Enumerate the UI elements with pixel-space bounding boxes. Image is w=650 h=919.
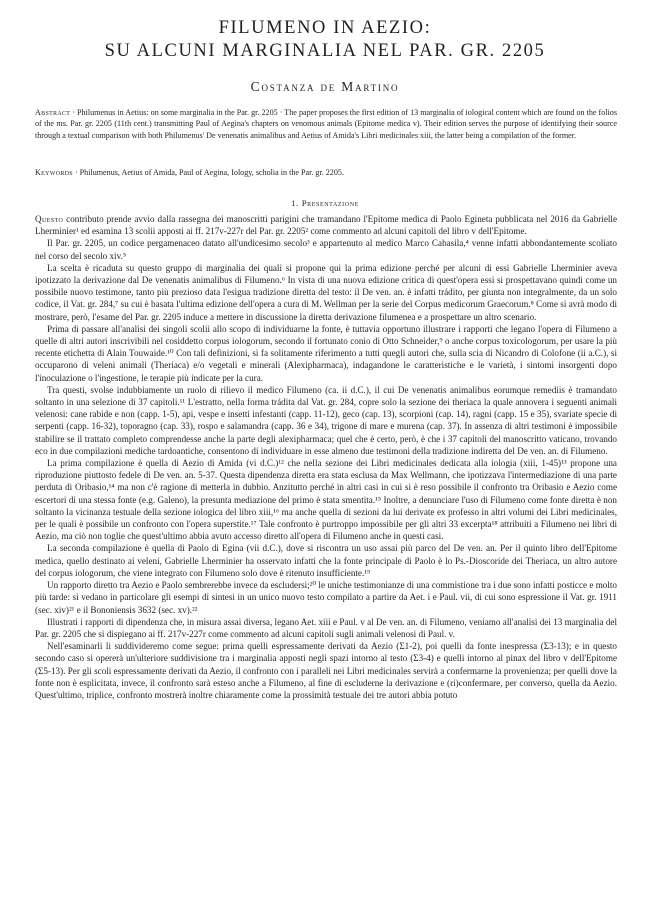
paragraph-lead-word: Questo (35, 214, 64, 224)
paragraph: La prima compilazione è quella di Aezio di Amida (vi d.C.)¹² che nella sezione dei Libri medicinales dedicata alla iologia (xiii, 1-45)¹³ propone una riproduzione piuttosto fedele di De ven. an. 5-37. Questa dipendenza diretta era stata esclusa da Max Wellmann, che ipotizzava l'intermediazione di una parte perduta di Oribasio,¹⁴ ma non c'è ragione di metterla in dubbio. Anzitutto perché in altri casi in cui si è reso possibile il confronto tra Oribasio e Aezio come escertori di una stessa fonte (e.g. Galeno), la presunta mediazione del primo è stata smentita.¹⁵ Inoltre, a denunciare l'uso di Filumeno come fonte diretta è non soltanto la vicinanza testuale della sezione iologica del libro xiii,¹⁶ ma anche quella di sezioni da lui derivate ex professo in altri volumi dei Libri medicinales, per le quali è possibile un confronto con l'opera superstite.¹⁷ Tale confronto è purtroppo impossibile per gli altri 33 excerpta¹⁸ attribuiti a Filumeno nei libri di Aezio, ma ciò non toglie che quest'ultimo abbia avuto accesso diretto all'opera di Filumeno anche in questi casi. (35, 458, 617, 542)
abstract (35, 107, 617, 141)
paragraph: La seconda compilazione è quella di Paolo di Egina (vii d.C.), dove si riscontra un uso assai più parco del De ven. an. Per il quinto libro dell'Epitome medica, quello destinato ai veleni, Gabrielle Lherminier ha osservato infatti che la fonte principale di Paolo è lo Ps.-Dioscoride dei Theriaca, un altro autore del corpus iologorum, che viene integrato con Filumeno solo dove è ritenuto insufficiente.¹⁹ (35, 543, 617, 578)
paper-title-line-1: FILUMENO IN AEZIO: (218, 18, 432, 38)
keywords (35, 167, 617, 178)
section-heading: 1. Presentazione (291, 198, 359, 208)
keywords-label: Keywords (35, 168, 73, 177)
paragraph: Un rapporto diretto tra Aezio e Paolo sembrerebbe invece da escludersi;²⁰ le uniche testimonianze di una commistione tra i due sono infatti posticce e molto più tarde: si vedano in particolare gli esempi di sintesi in un unico nuovo testo compilato a partire da Aet. i e Paul. vii, di cui sono espressione il Vat. gr. 1911 (sec. xiv)²¹ e il Bononiensis 3632 (sec. xv).²² (35, 580, 617, 615)
paragraph: La scelta è ricaduta su questo gruppo di marginalia dei quali si propone qui la prima edizione perché per alcuni di essi Gabrielle Lherminier aveva ipotizzato la derivazione dal De venenatis animalibus di Filumeno.⁶ In vista di una nuova edizione critica di quest'opera essi si prospettavano quindi come un possibile nuovo testimone, tanto più prezioso data l'esigua tradizione diretta del testo: il De ven. an. è infatti trádito, per giunta non integralmente, da un solo codice, il Vat. gr. 284,⁷ su cui è basata l'ultima edizione dell'opera a cura di M. Wellman per la serie del Corpus medicorum Graecorum.⁸ Come si avrà modo di mostrare, però, l'esame del Par. gr. 2205 induce a mettere in discussione la diretta derivazione filumenea e a prospettare un altro scenario. (35, 262, 617, 322)
paragraph: Illustrati i rapporti di dipendenza che, in misura assai diversa, legano Aet. xiii e Paul. v al De ven. an. di Filumeno, veniamo all'analisi dei 13 marginalia del Par. gr. 2205 che si dispiegano ai ff. 217v-227r come commento ad alcuni capitoli sugli animali velenosi di Paul. v. (35, 616, 617, 639)
keywords-text: · Philumenus, Aetius of Amida, Paul of Aegina, Iology, scholia in the Par. gr. 2205. (74, 168, 344, 177)
paper-title-line-2: SU ALCUNI MARGINALIA NEL PAR. GR. 2205 (104, 41, 546, 61)
paragraph: Nell'esaminarli li suddivideremo come segue: prima quelli espressamente derivati da Aezio (Σ1-2), poi quelli da fonte inespressa (Σ3-13); e in questo secondo caso si opererà un'ulteriore suddivisione tra i marginalia apposti negli spazi intorno al testo (Σ3-4) e quelli intorno al pinax del libro v dell'Epitome (Σ5-13). Per gli scoli espressamente derivati da Aezio, il confronto con i paralleli nei Libri medicinales servirà a confermarne la provenienza; per quelli dove la fonte non è esplicitata, invece, il confronto sarà esteso anche a Filumeno, al fine di escluderne la derivazione e (ri)confermare, per converso, quella da Aezio. Quest'ultimo, triplice, confronto mostrerà inoltre chiaramente come la prossimità testuale dei tre autori abbia potuto (35, 641, 617, 700)
author-name: Costanza de Martino (250, 79, 400, 94)
paragraph: Prima di passare all'analisi dei singoli scolii allo scopo di individuarne la fonte, è tuttavia opportuno illustrare i rapporti che legano l'opera di Filumeno a quelle di altri autori inscrivibili nel cosiddetto corpus iologorum, secondo il fortunato conio di Otto Schneider,⁹ o anche corpus toxicologorum, per usare la più recente etichetta di Alain Touwaide.¹⁰ Con tali definizioni, si fa solitamente riferimento a tutti quegli autori che, sulla scia di Nicandro di Colofone (ii a.C.), si occuparono di veleni animali (Theriaca) e/o vegetali e minerali (Alexipharmaca), indagandone le caratteristiche e le varietà, i sintomi insorgenti dopo l'inoculazione o l'ingestione, le terapie più indicate per la cura. (35, 323, 617, 383)
paragraph (35, 213, 617, 237)
paragraph: Il Par. gr. 2205, un codice pergamenaceo datato all'undicesimo secolo³ e appartenuto al medico Marco Cabasila,⁴ venne infatti abbondantemente scoliato nel corso del secolo xiv.⁵ (35, 238, 617, 261)
body-text (35, 213, 617, 701)
abstract-text: · Philumenus in Aetius: on some marginalia in the Par. gr. 2205 · The paper proposes the first edition of 13 marginalia of iological content which are found on the folios of the ms. Par. gr. 2205 (11th cent.) transmitting Paul of Aegina's chapters on venomous animals (Epitome medica v). Their edition serves the purpose of identifying their source through a textual comparison with both Philumenus' De venenatis animalibus and Aetius of Amida's Libri medicinales xiii, the latter being a compilation of the former. (35, 108, 617, 140)
abstract-label: Abstract (35, 108, 71, 117)
paragraph-text: contributo prende avvio dalla rassegna dei manoscritti parigini che tramandano l'Epitome medica di Paolo Egineta pubblicata nel 2016 da Gabrielle Lherminier¹ ed esamina 13 scolii apposti ai ff. 217v-227r del Par. gr. 2205² come commento ad alcuni capitoli del libro v dell'Epitome. (35, 214, 618, 237)
paragraph: Tra questi, svolse indubbiamente un ruolo di rilievo il medico Filumeno (ca. ii d.C.), il cui De venenatis animalibus eorumque remediis è tramandato soltanto in una selezione di 37 capitoli.¹¹ L'estratto, nella forma trádita dal Vat. gr. 284, copre solo la sezione dei theriaca la quale annovera i seguenti animali velenosi: cane rabide e non (capp. 1-5), api, vespe e insetti infestanti (capp. 11-12), geco (cap. 13), scorpioni (cap. 14), ragni (capp. 15 e 35), svariate specie di serpenti (capp. 16-32), toporagno (cap. 33), rospo e salamandra (capp. 36 e 34), trigone di mare e murena (cap. 37). In assenza di altri testimoni è impossibile stabilire se il trattato completo comprendesse anche la parte degli alexipharmaca; quel che è certo, però, è che i 37 capitoli del manoscritto vaticano, trovando eco in due compilazioni mediche tardoantiche, consentono di individuare in esse almeno due testimoni della tradizione indiretta del De ven. an. di Filumeno. (35, 384, 617, 456)
